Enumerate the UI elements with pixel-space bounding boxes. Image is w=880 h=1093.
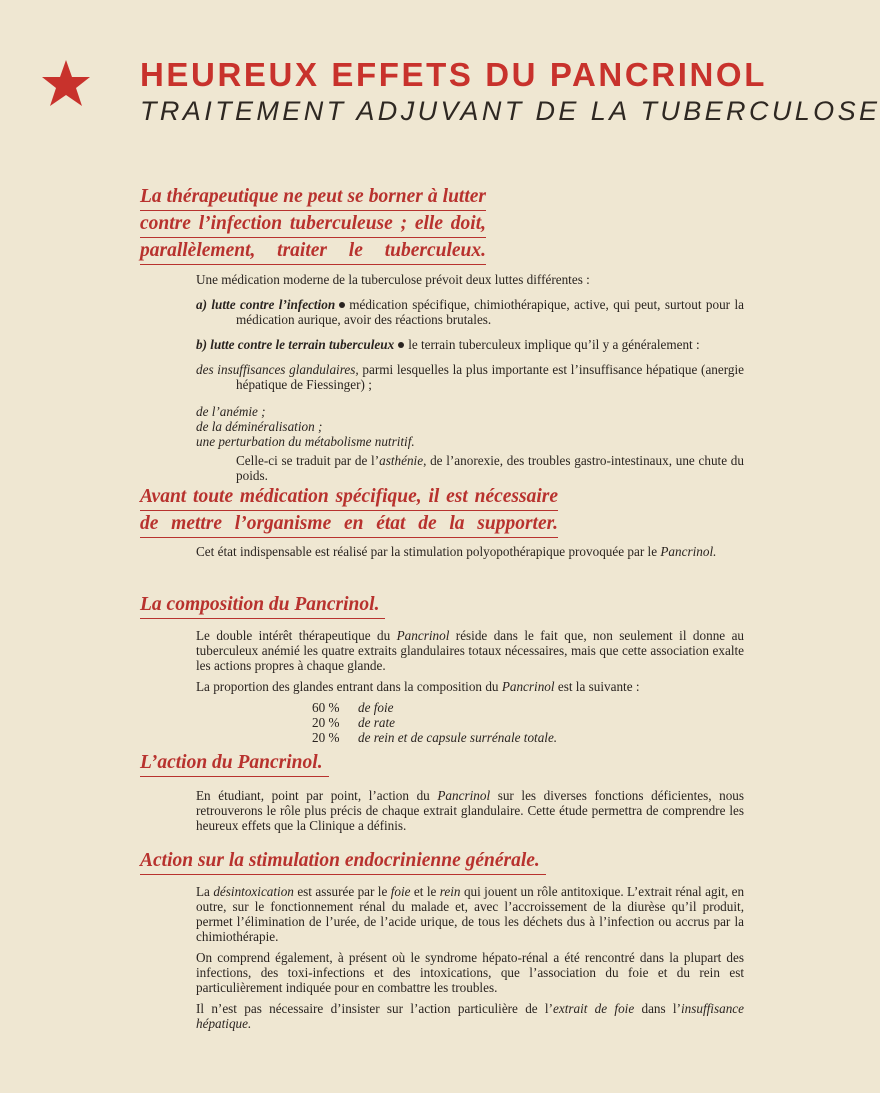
heading-line: L’action du Pancrinol. <box>140 750 329 777</box>
insufficiency-text: parmi lesquelles la plus importante est l’insuffisance hépatique (anergie hépatique de Fiessinger) ; <box>236 362 745 392</box>
intro-paragraph: Une médication moderne de la tuberculose prévoit deux luttes différentes : <box>196 272 590 287</box>
product-name: Pancrinol <box>501 679 555 694</box>
text-span: et le <box>413 884 437 899</box>
section-heading-stimulation <box>140 848 546 875</box>
heading-line: La thérapeutique ne peut se borner à lutter <box>140 184 486 211</box>
item-a-text: médication spécifique, chimiothérapique, active, qui peut, surtout pour la médication aurique, avoir des réactions brutales. <box>236 297 744 327</box>
text-span: désintoxication <box>213 884 294 899</box>
asthenie-word: asthénie <box>379 453 424 468</box>
item-a <box>196 297 744 327</box>
page-title: HEUREUX EFFETS DU PANCRINOL <box>140 56 767 93</box>
asthenie-paragraph <box>196 453 744 483</box>
red-star-icon <box>40 58 92 110</box>
section-body-composition <box>196 628 744 745</box>
text-span: dans l’ <box>641 1001 681 1016</box>
text-span: rein <box>439 884 461 899</box>
hepatic-paragraph <box>196 1001 744 1031</box>
heading-line: Action sur la stimulation endocrinienne générale. <box>140 848 546 875</box>
proportion-percent: 20 % <box>312 715 340 730</box>
section-heading-therapeutique <box>140 184 486 265</box>
proportion-label: de rein et de capsule surrénale totale. <box>358 730 558 745</box>
action-paragraph <box>196 788 744 833</box>
section-body-action <box>196 788 744 839</box>
proportion-row <box>312 730 744 745</box>
text-span: Cet état indispensable est réalisé par la stimulation polyopothérapique provoquée par le <box>196 544 658 559</box>
item-a-label: a) lutte contre l’infection <box>196 297 336 312</box>
bullet-icon <box>339 302 345 308</box>
section-body-therapeutique <box>196 272 744 489</box>
insufficiency-paragraph <box>196 362 744 392</box>
text-span: réside dans le fait que, non seulement il donne au tuberculeux anémié les quatre extraits glandulaires totaux nécessaires, mais que cette association exalte les actions propres à chaque glande. <box>196 628 745 673</box>
desintoxication-paragraph <box>196 884 744 944</box>
section-heading-composition <box>140 592 385 619</box>
composition-paragraph <box>196 628 744 673</box>
proportion-row <box>312 715 744 730</box>
proportion-percent: 60 % <box>312 700 340 715</box>
item-b-label: b) lutte contre le terrain tuberculeux <box>196 337 395 352</box>
text-span: En étudiant, point par point, l’action du <box>196 788 430 803</box>
proportion-list <box>312 700 744 745</box>
text-span: La proportion des glandes entrant dans la composition du <box>196 679 499 694</box>
heading-line: La composition du Pancrinol. <box>140 592 385 619</box>
proportion-percent: 20 % <box>312 730 340 745</box>
text-span: extrait de foie <box>552 1001 635 1016</box>
section-heading-action <box>140 750 329 777</box>
page-subtitle: TRAITEMENT ADJUVANT DE LA TUBERCULOSE <box>140 96 880 126</box>
section-body-stimulation <box>196 884 744 1037</box>
text-span: Celle-ci se traduit par de l’ <box>236 453 380 468</box>
hepato-renal-paragraph: On comprend également, à présent où le syndrome hépato-rénal a été rencontré dans la plupart des infections, des toxi-infections et des intoxications, que l’association du foie et du rein est particulièrement indiquée pour en combattre les troubles. <box>196 950 744 995</box>
insufficiency-label: des insuffisances glandulaires, <box>196 362 359 377</box>
section-heading-medication <box>140 484 558 538</box>
text-span: Le double intérêt thérapeutique du <box>196 628 391 643</box>
heading-line: Avant toute médication spécifique, il est nécessaire <box>140 484 558 511</box>
bullet-icon <box>398 342 404 348</box>
text-span: foie <box>390 884 411 899</box>
text-span: sur les diverses fonctions déficientes, nous retrouverons le rôle plus précis de chaque extrait glandulaire. Cette étude permettra de comprendre les heureux effets que la Clinique a définis. <box>196 788 745 833</box>
proportion-label: de rate <box>358 715 395 730</box>
proportion-label: de foie <box>358 700 394 715</box>
proportion-paragraph <box>196 679 744 694</box>
text-span: qui jouent un rôle antitoxique. L’extrait rénal agit, en outre, sur le fonctionnement rénal du malade et, avec l’accroissement de la diurèse qu’il produit, permet l’élimination de l’urée, de l’acide urique, de tous les déchets dus à l’infection ou accrus par la chimiothérapie. <box>196 884 745 944</box>
text-span: est la suivante : <box>557 679 640 694</box>
text-span: Il n’est pas nécessaire d’insister sur l’action particulière de l’ <box>196 1001 553 1016</box>
text-span: , de l’anorexie, des troubles gastro-intestinaux, une chute du poids. <box>236 453 744 483</box>
product-name: Pancrinol <box>396 628 450 643</box>
condition-list <box>196 404 744 449</box>
text-span: insuffisance hépatique. <box>196 1001 745 1031</box>
text-span: est assurée par le <box>297 884 388 899</box>
medication-paragraph <box>196 544 744 559</box>
item-b-text: le terrain tuberculeux implique qu’il y a généralement : <box>408 337 700 352</box>
section-body-medication <box>196 544 744 565</box>
list-item: de l’anémie ; <box>196 404 266 419</box>
proportion-row <box>312 700 744 715</box>
item-b <box>196 337 744 352</box>
text-span: La <box>196 884 210 899</box>
heading-line: contre l’infection tuberculeuse ; elle doit, <box>140 211 486 238</box>
list-item: de la déminéralisation ; <box>196 419 323 434</box>
heading-line: parallèlement, traiter le tuberculeux. <box>140 238 486 265</box>
product-name: Pancrinol <box>437 788 491 803</box>
list-item: une perturbation du métabolisme nutritif. <box>196 434 415 449</box>
heading-line: de mettre l’organisme en état de la supporter. <box>140 511 558 538</box>
product-name: Pancrinol. <box>660 544 717 559</box>
